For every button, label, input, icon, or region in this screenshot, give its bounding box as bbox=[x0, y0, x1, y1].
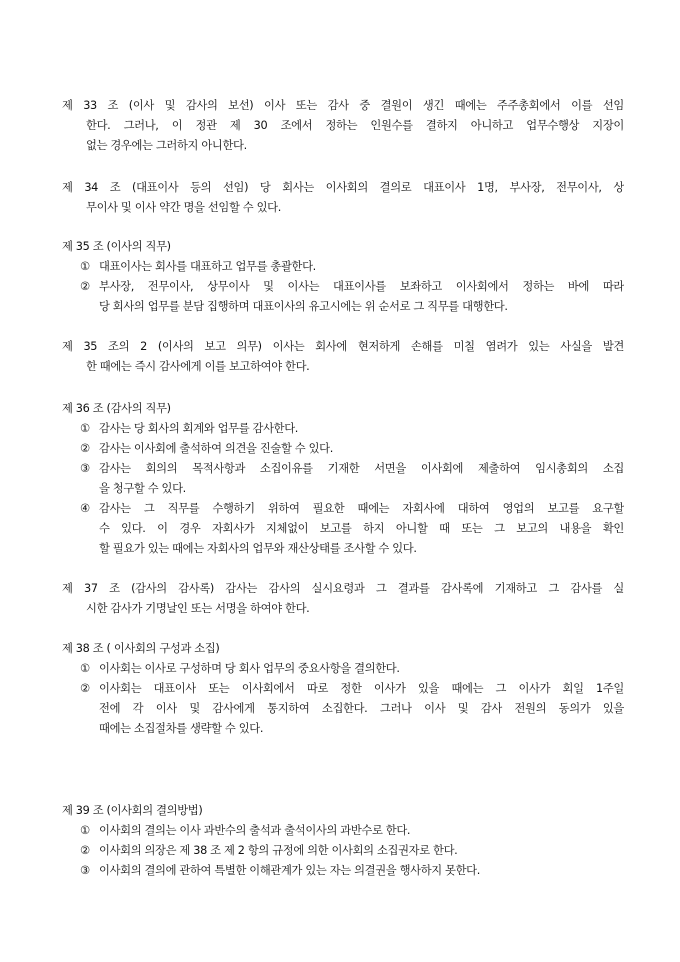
article-33-line-1: 제 33 조 (이사 및 감사의 보선) 이사 또는 감사 중 결원이 생긴 때에는 주주총회에서 이를 선임 bbox=[62, 99, 624, 112]
item-text: 감사는 당 회사의 회계와 업무를 감사한다. bbox=[99, 422, 299, 435]
item-text: 이사회는 이사로 구성하며 당 회사 업무의 중요사항을 결의한다. bbox=[99, 662, 400, 675]
item-number: ④ bbox=[80, 502, 90, 515]
article-34-line-2: 무이사 및 이사 약간 명을 선임할 수 있다. bbox=[86, 201, 281, 214]
item-text: 감사는 그 직무를 수행하기 위하여 필요한 때에는 자회사에 대하여 영업의 보고를 요구할 bbox=[99, 502, 624, 515]
article-39-item-2 bbox=[62, 841, 624, 861]
item-text: 이사회의 결의는 이사 과반수의 출석과 출석이사의 과반수로 한다. bbox=[99, 824, 411, 837]
item-number: ① bbox=[80, 422, 90, 435]
item-number: ① bbox=[80, 662, 90, 675]
item-text: 감사는 회의의 목적사항과 소집이유를 기재한 서면을 이사회에 제출하여 임시총회의 소집 bbox=[99, 462, 624, 475]
article-39-heading: 제 39 조 (이사회의 결의방법) bbox=[62, 804, 203, 817]
item-text: 이사회는 대표이사 또는 이사회에서 따로 정한 이사가 있을 때에는 그 이사가 회일 1주일 bbox=[99, 682, 624, 695]
article-36-item-1 bbox=[62, 419, 624, 439]
article-35-item-2-cont: 당 회사의 업무를 분담 집행하며 대표이사의 유고시에는 위 순서로 그 직무를 대행한다. bbox=[99, 300, 508, 313]
item-number: ② bbox=[80, 844, 90, 857]
article-39 bbox=[62, 801, 624, 881]
article-35-heading: 제 35 조 (이사의 직무) bbox=[62, 240, 171, 253]
article-35 bbox=[62, 237, 624, 317]
article-36-item-3-cont: 을 청구할 수 있다. bbox=[99, 482, 186, 495]
article-33 bbox=[62, 96, 624, 156]
article-34 bbox=[62, 178, 624, 218]
item-text: 대표이사는 회사를 대표하고 업무를 총괄한다. bbox=[99, 260, 316, 273]
article-37-line-2: 시한 감사가 기명날인 또는 서명을 하여야 한다. bbox=[86, 602, 310, 615]
item-number: ② bbox=[80, 442, 90, 455]
article-38-item-2-cont-2: 때에는 소집절차를 생략할 수 있다. bbox=[99, 722, 264, 735]
article-36-item-4 bbox=[62, 499, 624, 519]
article-39-item-1 bbox=[62, 821, 624, 841]
item-number: ① bbox=[80, 824, 90, 837]
article-35-item-1 bbox=[62, 257, 624, 277]
article-36-heading: 제 36 조 (감사의 직무) bbox=[62, 402, 171, 415]
article-36-item-4-cont-2: 할 필요가 있는 때에는 자회사의 업무와 재산상태를 조사할 수 있다. bbox=[99, 542, 417, 555]
article-35-2-line-2: 한 때에는 즉시 감사에게 이를 보고하여야 한다. bbox=[86, 360, 310, 373]
item-text: 부사장, 전무이사, 상무이사 및 이사는 대표이사를 보좌하고 이사회에서 정하는 바에 따라 bbox=[99, 280, 624, 293]
article-38-item-2-cont-1: 전에 각 이사 및 감사에게 통지하여 소집한다. 그러나 이사 및 감사 전원의 동의가 있을 bbox=[99, 702, 624, 715]
article-35-2 bbox=[62, 337, 624, 377]
article-37 bbox=[62, 579, 624, 619]
article-39-item-3 bbox=[62, 861, 624, 881]
item-text: 이사회의 결의에 관하여 특별한 이해관계가 있는 자는 의결권을 행사하지 못한다. bbox=[99, 864, 480, 877]
item-number: ① bbox=[80, 260, 90, 273]
article-38 bbox=[62, 639, 624, 739]
article-37-line-1: 제 37 조 (감사의 감사록) 감사는 감사의 실시요령과 그 결과를 감사록에 기재하고 그 감사를 실 bbox=[62, 582, 624, 595]
item-number: ③ bbox=[80, 462, 90, 475]
item-number: ③ bbox=[80, 864, 90, 877]
article-35-item-2 bbox=[62, 277, 624, 297]
article-36-item-3 bbox=[62, 459, 624, 479]
article-33-line-2: 한다. 그러나, 이 정관 제 30 조에서 정하는 인원수를 결하지 아니하고 업무수행상 지장이 bbox=[86, 119, 624, 132]
article-36 bbox=[62, 399, 624, 559]
article-33-line-3: 없는 경우에는 그러하지 아니한다. bbox=[86, 139, 247, 152]
item-text: 감사는 이사회에 출석하여 의견을 진술할 수 있다. bbox=[99, 442, 333, 455]
article-36-item-4-cont-1: 수 있다. 이 경우 자회사가 지체없이 보고를 하지 아니할 때 또는 그 보고의 내용을 확인 bbox=[99, 522, 624, 535]
item-number: ② bbox=[80, 280, 90, 293]
item-text: 이사회의 의장은 제 38 조 제 2 항의 규정에 의한 이사회의 소집권자로 한다. bbox=[99, 844, 458, 857]
article-36-item-2 bbox=[62, 439, 624, 459]
article-34-line-1: 제 34 조 (대표이사 등의 선임) 당 회사는 이사회의 결의로 대표이사 1명, 부사장, 전무이사, 상 bbox=[62, 181, 624, 194]
item-number: ② bbox=[80, 682, 90, 695]
article-38-item-2 bbox=[62, 679, 624, 699]
article-35-2-line-1: 제 35 조의 2 (이사의 보고 의무) 이사는 회사에 현저하게 손해를 미칠 염려가 있는 사실을 발견 bbox=[62, 340, 624, 353]
article-38-heading: 제 38 조 ( 이사회의 구성과 소집) bbox=[62, 642, 220, 655]
article-38-item-1 bbox=[62, 659, 624, 679]
